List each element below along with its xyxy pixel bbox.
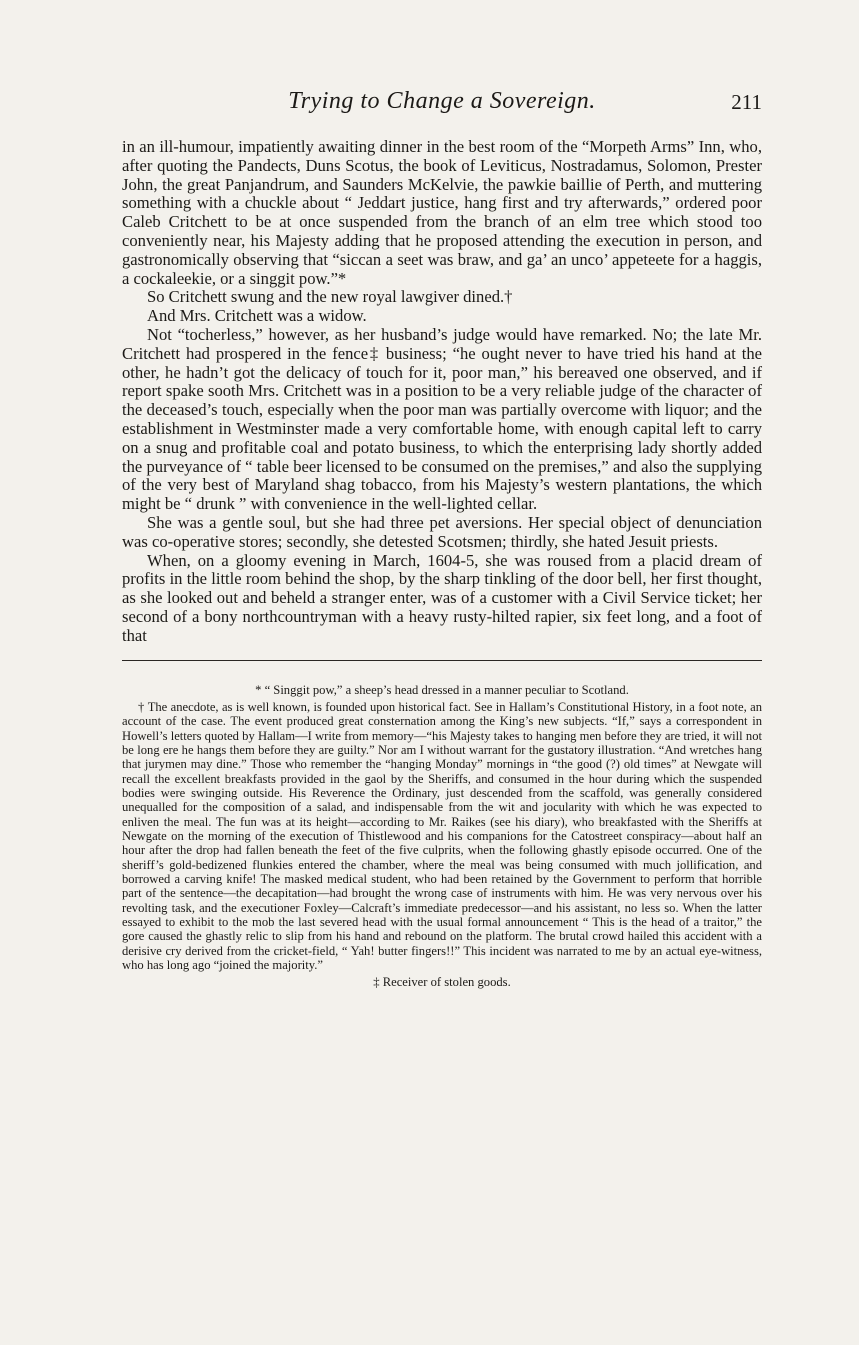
running-title: Trying to Change a Sovereign. bbox=[288, 88, 596, 114]
body-text bbox=[122, 138, 762, 646]
paragraph-5: She was a gentle soul, but she had three pet aversions. Her special object of denunciation was co-operative stores; secondly, she detested Scotsmen; thirdly, she hated Jesuit priests. bbox=[122, 512, 762, 551]
page-number: 211 bbox=[731, 90, 762, 114]
page-header bbox=[122, 88, 762, 128]
footnotes bbox=[122, 683, 762, 990]
paragraph-1: in an ill-humour, impatiently awaiting dinner in the best room of the “Morpeth Arms” Inn, who, after quoting the Pandects, Duns Scotus, the book of Leviticus, Nostradamus, Solomon, Prester John, the great Panjandrum, and Saunders McKelvie, the pawkie baillie of Perth, and muttering something with a chuckle about “ Jeddart justice, hang first and try afterwards,” ordered poor Caleb Critchett to be at once suspended from the branch of an elm tree which stood too conveniently near, his Majesty adding that he proposed attending the execution in person, and gastronomically observing that “siccan a seet was braw, and ga’ an unco’ appeteete for a haggis, a cockaleekie, or a singgit pow.”* bbox=[122, 137, 762, 288]
paragraph-6: When, on a gloomy evening in March, 1604-5, she was roused from a placid dream of profits in the little room behind the shop, by the sharp tinkling of the door bell, her first thought, as she looked out and beheld a stranger enter, was of a customer with a Civil Service ticket; her second of a bony northcountryman with a heavy rusty-hilted rapier, six feet long, and a foot of that bbox=[122, 550, 762, 645]
footnote-double-dagger: ‡ Receiver of stolen goods. bbox=[373, 975, 511, 990]
book-page bbox=[122, 88, 762, 990]
footnote-star: * “ Singgit pow,” a sheep’s head dressed in a manner peculiar to Scotland. bbox=[255, 682, 629, 697]
footnote-dagger: † The anecdote, as is well known, is founded upon historical fact. See in Hallam’s Constitutional History, in a foot note, an account of the case. The event produced great consternation among the King’s new subjects. “If,” says a correspondent in Howell’s letters quoted by Hallam—I write from memory—“his Majesty takes to hanging men before they are tried, it will not be long ere he hangs them before they are guilty.” Nor am I without warrant for the gustatory illustration. “And wretches hang that jurymen may dine.” Those who remember the “hanging Monday” mornings in “the good (?) old times” at Newgate will recall the excellent breakfasts provided in the gaol by the Sheriffs, and consumed in the hour during which the suspended bodies were swinging outside. His Reverence the Ordinary, just descended from the scaffold, was generally considered unequalled for the composition of a salad, and indispensable from the wit and jocularity with which he was expected to enliven the meal. The fun was at its height—according to Mr. Raikes (see his diary), who breakfasted with the Sheriffs at Newgate on the morning of the execution of Thistlewood and his companions for the Catostreet conspiracy—about half an hour after the drop had fallen beneath the feet of the five culprits, when the following ghastly episode occurred. One of the sheriff’s gold-bedizened flunkies entered the chamber, where the meal was being consumed with much jollification, and borrowed a carving knife! The masked medical student, who had been retained by the Government to perform that horrible part of the sentence—the decapitation—had brought the wrong case of instruments with him. He was very nervous over his revolting task, and the executioner Foxley—Calcraft’s immediate predecessor—and his assistant, no less so. When the latter essayed to exhibit to the mob the last severed head with the usual formal announcement “ This is the head of a traitor,” the gore caused the ghastly relic to slip from his hand and rebound on the platform. The brutal crowd hailed this accident with a derisive cry derived from the cricket-field, “ Yah! butter fingers!!” This incident was narrated to me by an actual eye-witness, who has long ago “joined the majority.” bbox=[122, 699, 762, 973]
paragraph-2: So Critchett swung and the new royal lawgiver dined.† bbox=[147, 287, 513, 307]
paragraph-3: And Mrs. Critchett was a widow. bbox=[147, 306, 367, 326]
footnote-divider bbox=[122, 660, 762, 661]
paragraph-4: Not “tocherless,” however, as her husband’s judge would have remarked. No; the late Mr. Critchett had prospered in the fence‡ business; “he ought never to have tried his hand at the other, he hadn’t got the delicacy of touch for it, poor man,” his bereaved one observed, and if report spake sooth Mrs. Critchett was in a position to be a very reliable judge of the character of the deceased’s touch, especially when the poor man was partially overcome with liquor; and the establishment in Westminster made a very comfortable home, with enough capital left to carry on a snug and profitable coal and potato business, to which the enterprising lady shortly added the purveyance of “ table beer licensed to be consumed on the premises,” and also the supplying of the very best of Maryland shag tobacco, from his Majesty’s western plantations, the which might be “ drunk ” with convenience in the well-lighted cellar. bbox=[122, 324, 762, 514]
